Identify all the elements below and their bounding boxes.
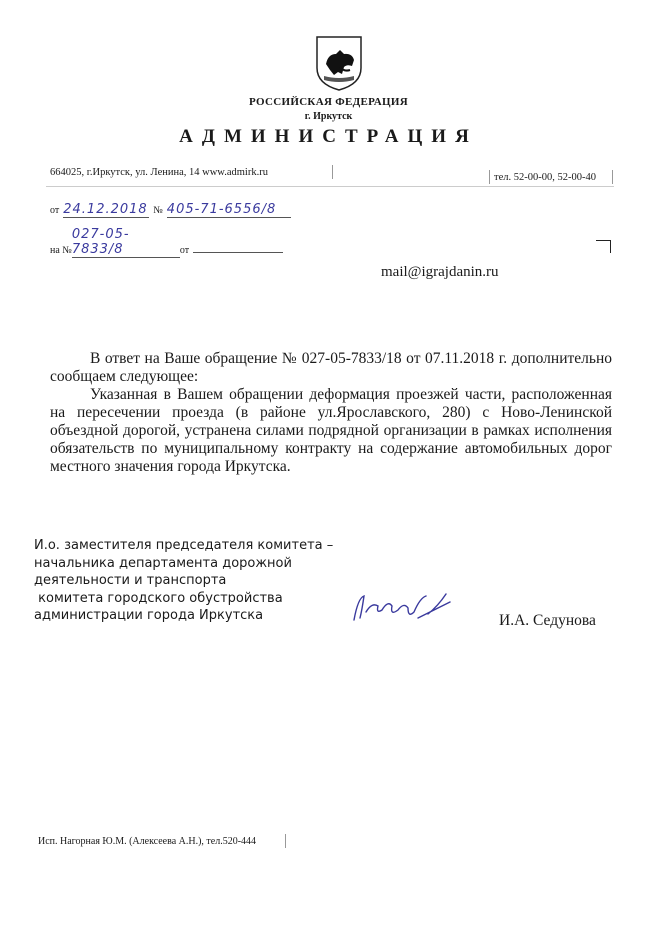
outgoing-number: 405-71-6556/8 <box>167 202 291 218</box>
handwritten-signature <box>348 588 458 628</box>
divider <box>612 170 613 184</box>
phone-line: тел. 52-00-00, 52-00-40 <box>494 172 596 183</box>
address-line: 664025, г.Иркутск, ул. Ленина, 14 www.admirk.ru <box>50 167 268 178</box>
from-label: от <box>50 205 60 216</box>
city-name: г. Иркутск <box>304 111 353 122</box>
divider <box>285 834 286 848</box>
body-paragraph: В ответ на Ваше обращение № 027-05-7833/18 от 07.11.2018 г. дополнительно сообщаем следующее: <box>50 350 612 385</box>
organization-title: АДМИНИСТРАЦИЯ <box>179 126 478 147</box>
executor-line: Исп. Нагорная Ю.М. (Алексеева А.Н.), тел.520-444 <box>38 836 257 847</box>
date-label: от <box>179 245 190 256</box>
recipient-email: mail@igrajdanin.ru <box>381 264 499 280</box>
signer-position: И.о. заместителя председателя комитета – начальника департамента дорожной деятельности и транспорта комитета городского обустройства администрации города Иркутска <box>34 538 334 623</box>
outgoing-reference <box>50 200 291 218</box>
number-label: № <box>153 205 163 216</box>
ref-label: на № <box>50 245 72 256</box>
address-corner-mark <box>596 240 611 253</box>
outgoing-date: 24.12.2018 <box>63 202 148 217</box>
divider <box>332 165 333 179</box>
incoming-date <box>193 242 283 253</box>
signer-name: И.А. Седунова <box>499 612 596 629</box>
incoming-number: 027-05-7833/8 <box>72 227 180 258</box>
coat-of-arms-icon <box>314 34 364 92</box>
incoming-reference <box>50 227 283 258</box>
country-name: РОССИЙСКАЯ ФЕДЕРАЦИЯ <box>249 96 408 108</box>
header-rule <box>46 186 614 187</box>
divider <box>489 170 490 184</box>
body-paragraph: Указанная в Вашем обращении деформация проезжей части, расположенная на пересечении проезда (в районе ул.Ярославского, 280) с Ново-Ленинской объездной дорогой, устранена силами подрядной организации в рамках исполнения обязательств по муниципальному контракту на содержание автомобильных дорог местного значения города Иркутска. <box>50 386 612 475</box>
